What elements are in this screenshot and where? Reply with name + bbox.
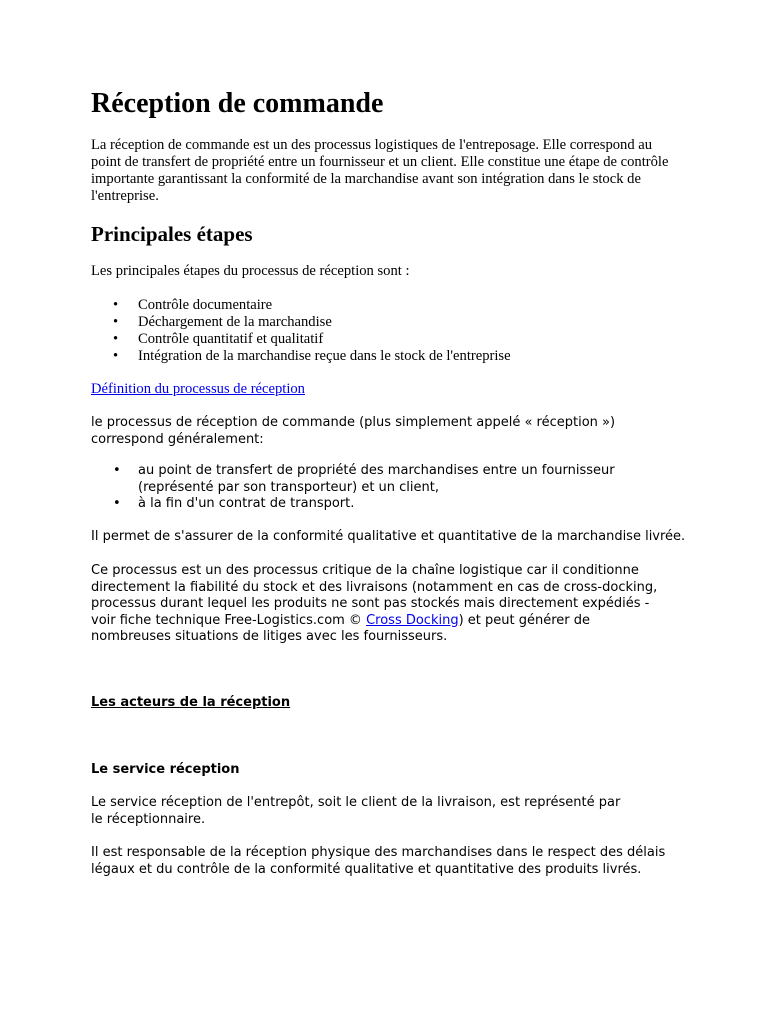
list-item: • au point de transfert de propriété des marchandises entre un fournisseur (représenté par son transporteur) et un client,	[91, 463, 681, 496]
list-item: • Contrôle quantitatif et qualitatif	[91, 331, 511, 348]
definition-intro: le processus de réception de commande (plus simplement appelé « réception ») correspond généralement:	[91, 415, 616, 447]
intro-paragraph: La réception de commande est un des processus logistiques de l'entreposage. Elle correspond au point de transfert de propriété entre un fournisseur et un client. Elle constitue une étape de contrôle importante garantissant la conformité de la marchandise avant son intégration dans le stock de l'entreprise.	[91, 137, 669, 204]
definition-link[interactable]: Définition du processus de réception	[91, 381, 305, 397]
list-item: • Intégration de la marchandise reçue dans le stock de l'entreprise	[91, 348, 511, 365]
steps-intro: Les principales étapes du processus de réception sont :	[91, 263, 410, 279]
cross-docking-link[interactable]: Cross Docking	[366, 612, 459, 628]
section-title: Principales étapes	[91, 222, 253, 246]
critical-text-after: ) et peut générer de nombreuses situations de litiges avec les fournisseurs.	[91, 612, 591, 644]
list-item: • Déchargement de la marchandise	[91, 314, 511, 331]
list-item: • à la fin d'un contrat de transport.	[91, 496, 681, 513]
critical-text-before: Ce processus est un des processus critique de la chaîne logistique car il conditionne directement la fiabilité du stock et des livraisons (notamment en cas de cross-docking, processus durant lequel les produits ne sont pas stockés mais directement expédiés - voir fiche technique Free-Logistics.com ©	[91, 563, 658, 628]
service-paragraph: Le service réception de l'entrepôt, soit le client de la livraison, est représenté par le réceptionnaire.	[91, 795, 621, 827]
service-heading: Le service réception	[91, 762, 240, 777]
page-title: Réception de commande	[91, 88, 384, 119]
steps-list	[91, 297, 511, 365]
responsible-paragraph: Il est responsable de la réception physique des marchandises dans le respect des délais légaux et du contrôle de la conformité qualitative et quantitative des produits livrés.	[91, 845, 666, 877]
list-item: • Contrôle documentaire	[91, 297, 511, 314]
definition-list	[91, 463, 681, 513]
conformity-paragraph: Il permet de s'assurer de la conformité qualitative et quantitative de la marchandise livrée.	[91, 529, 686, 544]
actors-heading: Les acteurs de la réception	[91, 695, 291, 710]
critical-paragraph	[91, 563, 666, 646]
